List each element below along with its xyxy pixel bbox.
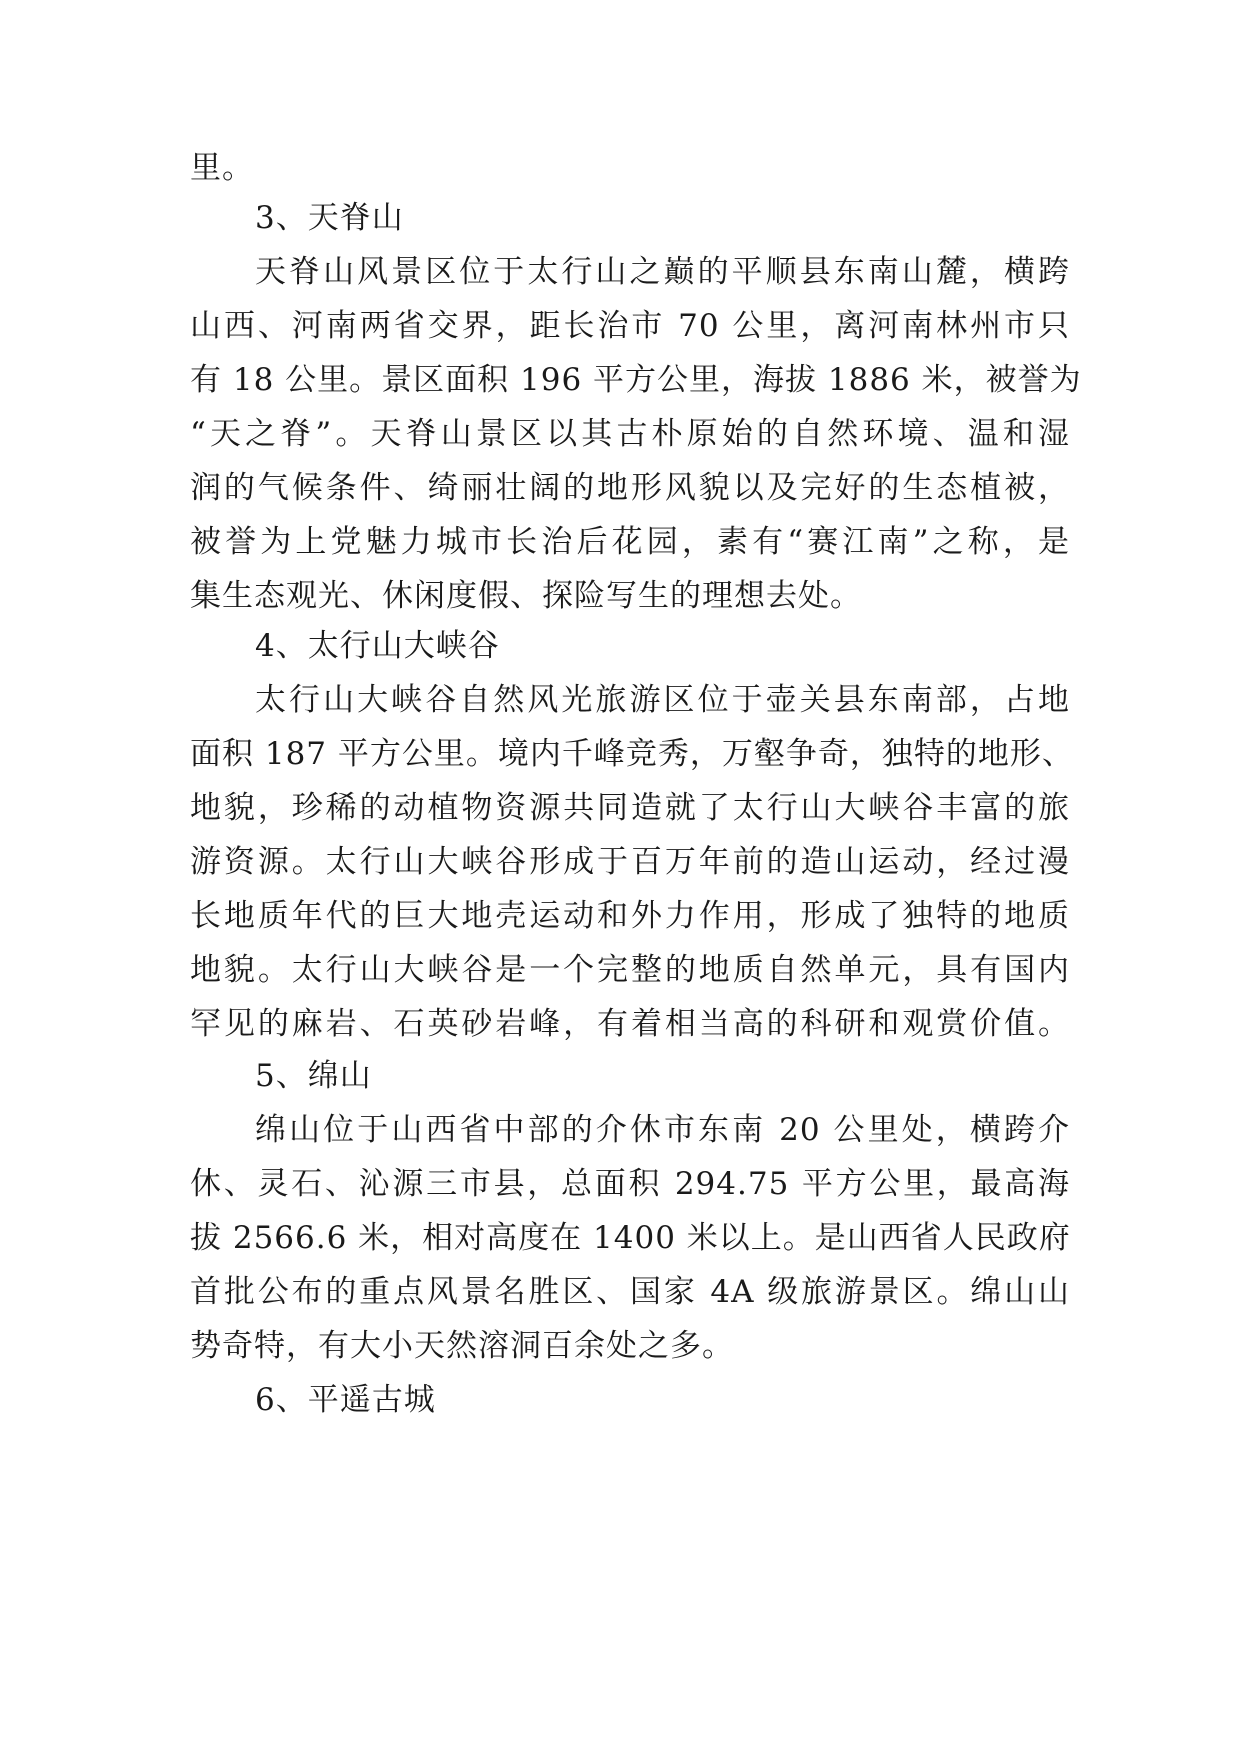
paragraph-line: 地貌，珍稀的动植物资源共同造就了太行山大峡谷丰富的旅 — [190, 790, 1070, 826]
paragraph-line: “天之脊”。天脊山景区以其古朴原始的自然环境、温和湿 — [190, 416, 1070, 452]
paragraph-line: 休、灵石、沁源三市县，总面积 294.75 平方公里，最高海 — [190, 1166, 1070, 1202]
paragraph-line: 太行山大峡谷自然风光旅游区位于壶关县东南部，占地 — [255, 682, 1070, 718]
section-heading-3: 3、天脊山 — [255, 200, 404, 236]
section-heading-5: 5、绵山 — [255, 1058, 372, 1094]
section-heading-6: 6、平遥古城 — [255, 1382, 436, 1418]
paragraph-line: 天脊山风景区位于太行山之巅的平顺县东南山麓，横跨 — [255, 254, 1070, 290]
paragraph-line: 势奇特，有大小天然溶洞百余处之多。 — [190, 1328, 734, 1364]
paragraph-line: 有 18 公里。景区面积 196 平方公里，海拔 1886 米，被誉为 — [190, 362, 1082, 398]
paragraph-line: 罕见的麻岩、石英砂岩峰，有着相当高的科研和观赏价值。 — [190, 1006, 1070, 1042]
paragraph-line: 绵山位于山西省中部的介休市东南 20 公里处，横跨介 — [255, 1112, 1070, 1148]
paragraph-line: 集生态观光、休闲度假、探险写生的理想去处。 — [190, 578, 862, 614]
paragraph-line: 润的气候条件、绮丽壮阔的地形风貌以及完好的生态植被， — [190, 470, 1070, 506]
paragraph-line: 首批公布的重点风景名胜区、国家 4A 级旅游景区。绵山山 — [190, 1274, 1070, 1310]
paragraph-line: 长地质年代的巨大地壳运动和外力作用，形成了独特的地质 — [190, 898, 1070, 934]
paragraph-line-continuation: 里。 — [190, 150, 254, 186]
paragraph-line: 地貌。太行山大峡谷是一个完整的地质自然单元，具有国内 — [190, 952, 1070, 988]
paragraph-line: 面积 187 平方公里。境内千峰竞秀，万壑争奇，独特的地形、 — [190, 736, 1074, 772]
paragraph-line: 山西、河南两省交界，距长治市 70 公里，离河南林州市只 — [190, 308, 1070, 344]
paragraph-line: 游资源。太行山大峡谷形成于百万年前的造山运动，经过漫 — [190, 844, 1070, 880]
paragraph-line: 拔 2566.6 米，相对高度在 1400 米以上。是山西省人民政府 — [190, 1220, 1071, 1256]
section-heading-4: 4、太行山大峡谷 — [255, 628, 500, 664]
paragraph-line: 被誉为上党魅力城市长治后花园，素有“赛江南”之称，是 — [190, 524, 1070, 560]
